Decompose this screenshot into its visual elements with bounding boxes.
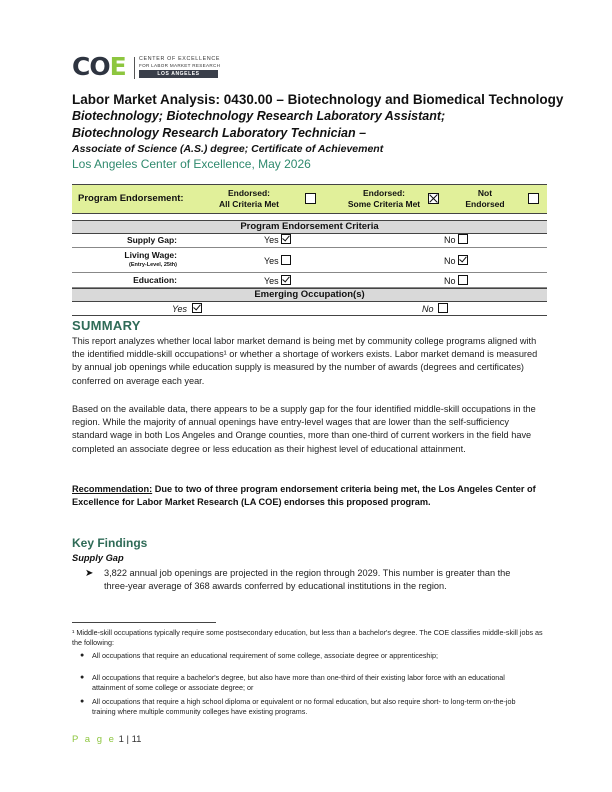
opt-all-line2: All Criteria Met bbox=[219, 199, 279, 209]
supply-gap-subheading: Supply Gap bbox=[72, 553, 124, 563]
opt-not-line2: Endorsed bbox=[465, 199, 505, 209]
page-number: 1 | 11 bbox=[118, 734, 142, 745]
logo-divider bbox=[134, 57, 135, 79]
criteria-no bbox=[444, 255, 468, 267]
opt-all-line1: Endorsed: bbox=[227, 188, 271, 198]
title-prefix: Labor Market Analysis: bbox=[72, 92, 224, 107]
criteria-header: Program Endorsement Criteria bbox=[72, 220, 547, 234]
criteria-label: Education: bbox=[133, 275, 177, 285]
title-program-code: 0430.00 – Biotechnology and Biomedical Technology bbox=[223, 92, 564, 107]
recommendation bbox=[72, 483, 542, 509]
footnote-item bbox=[80, 651, 532, 661]
yes-checkbox[interactable] bbox=[281, 275, 291, 285]
criteria-row-living-wage bbox=[72, 248, 547, 273]
yes-checkbox[interactable] bbox=[192, 303, 202, 313]
title-line-2: Biotechnology; Biotechnology Research Laboratory Assistant; bbox=[72, 109, 446, 123]
yes-label: Yes bbox=[172, 304, 188, 314]
no-checkbox[interactable] bbox=[438, 303, 448, 313]
report-title bbox=[72, 92, 563, 107]
criteria-sublabel: (Entry-Level, 25th) bbox=[129, 262, 177, 268]
emerging-no bbox=[422, 303, 448, 315]
criteria-row-education bbox=[72, 273, 547, 288]
title-org-date: Los Angeles Center of Excellence, May 2026 bbox=[72, 157, 311, 171]
footnote-item-text: All occupations that require a bachelor's degree, but also have more than one-third of their existing labor force with an educational attainment of some college or associate degree; or bbox=[92, 673, 505, 692]
summary-heading: SUMMARY bbox=[72, 318, 141, 333]
no-label: No bbox=[422, 304, 434, 314]
logo-region-bar: LOS ANGELES bbox=[139, 70, 218, 78]
endorsement-label: Program Endorsement: bbox=[78, 193, 184, 204]
arrow-bullet-icon: ➤ bbox=[85, 568, 94, 579]
endorsement-option-all bbox=[204, 188, 294, 210]
coe-logo: COE bbox=[72, 52, 126, 81]
endorsed-all-checkbox[interactable] bbox=[305, 193, 316, 204]
logo-line-2: FOR LABOR MARKET RESEARCH bbox=[139, 63, 221, 68]
title-line-3: Biotechnology Research Laboratory Technician – bbox=[72, 126, 367, 140]
criteria-yes bbox=[264, 255, 291, 267]
finding-bullet-1: 3,822 annual job openings are projected in the region through 2029. This number is greater than the three-year average of 368 awards conferred by educational institutions in the region. bbox=[104, 568, 511, 592]
endorsement-option-some bbox=[328, 188, 440, 210]
footnote-item bbox=[80, 697, 532, 716]
emerging-yes bbox=[172, 303, 202, 315]
criteria-no bbox=[444, 234, 468, 246]
no-label: No bbox=[444, 276, 456, 286]
title-degree-line: Associate of Science (A.S.) degree; Certificate of Achievement bbox=[72, 143, 384, 155]
bullet-icon: ● bbox=[80, 698, 85, 705]
criteria-row-supply-gap bbox=[72, 233, 547, 248]
opt-some-line2: Some Criteria Met bbox=[347, 199, 421, 209]
not-endorsed-checkbox[interactable] bbox=[528, 193, 539, 204]
no-label: No bbox=[444, 235, 456, 245]
no-checkbox[interactable] bbox=[458, 255, 468, 265]
footnote-rule bbox=[72, 622, 216, 623]
yes-checkbox[interactable] bbox=[281, 234, 291, 244]
footnote-intro: ¹ Middle-skill occupations typically require some postsecondary education, but less than a bachelor's degree. The COE classifies middle-skill jobs as the following: bbox=[72, 628, 543, 647]
criteria-yes bbox=[264, 275, 291, 287]
bullet-icon: ● bbox=[80, 674, 85, 681]
page-footer bbox=[72, 734, 141, 745]
logo-line-1: CENTER OF EXCELLENCE bbox=[139, 56, 221, 62]
yes-label: Yes bbox=[264, 256, 279, 266]
opt-not-line1: Not bbox=[477, 188, 493, 198]
program-endorsement-bar bbox=[72, 184, 547, 214]
yes-label: Yes bbox=[264, 235, 279, 245]
recommendation-text: Due to two of three program endorsement criteria being met, the Los Angeles Center of Excellence for Labor Market Research (LA COE) endorses this proposed program. bbox=[72, 484, 536, 508]
yes-label: Yes bbox=[264, 276, 279, 286]
criteria-yes bbox=[264, 234, 291, 246]
no-checkbox[interactable] bbox=[458, 275, 468, 285]
summary-paragraph-1: This report analyzes whether local labor market demand is being met by community college programs aligned with the identified middle-skill occupations¹ or whether a shortage of workers exists. Labor market demand is measured by annual job openings while education supply is measured by the number of awards (degrees and certificates) conferred on average each year. bbox=[72, 336, 538, 386]
endorsement-option-not bbox=[455, 188, 515, 210]
opt-some-line1: Endorsed: bbox=[362, 188, 406, 198]
footnote-item-text: All occupations that require an educational requirement of some college, associate degree or apprenticeship; bbox=[92, 651, 439, 660]
endorsed-some-checkbox[interactable] bbox=[428, 193, 439, 204]
recommendation-label: Recommendation: bbox=[72, 484, 153, 494]
yes-checkbox[interactable] bbox=[281, 255, 291, 265]
emerging-occupations-row bbox=[72, 301, 547, 316]
no-checkbox[interactable] bbox=[458, 234, 468, 244]
criteria-no bbox=[444, 275, 468, 287]
page-word: P a g e bbox=[72, 734, 116, 745]
footnote-item bbox=[80, 673, 532, 692]
bullet-icon: ● bbox=[80, 652, 85, 659]
criteria-label: Supply Gap: bbox=[126, 235, 177, 245]
footnote-item-text: All occupations that require a high school diploma or equivalent or no formal education, but also require short- to long-term on-the-job training where multiple community colleges have existing programs. bbox=[92, 697, 516, 716]
criteria-label: Living Wage: bbox=[124, 250, 177, 260]
summary-paragraph-2: Based on the available data, there appears to be a supply gap for the four identified middle-skill occupations in the region. While the majority of annual openings have entry-level wages that are lower than the self-sufficiency standard wage in both Los Angeles and Orange counties, more than one-third of current workers in the field have completed an associate degree or less education as their highest level of educational attainment. bbox=[72, 404, 536, 454]
emerging-occupations-header: Emerging Occupation(s) bbox=[72, 288, 547, 302]
key-findings-heading: Key Findings bbox=[72, 536, 148, 550]
no-label: No bbox=[444, 256, 456, 266]
